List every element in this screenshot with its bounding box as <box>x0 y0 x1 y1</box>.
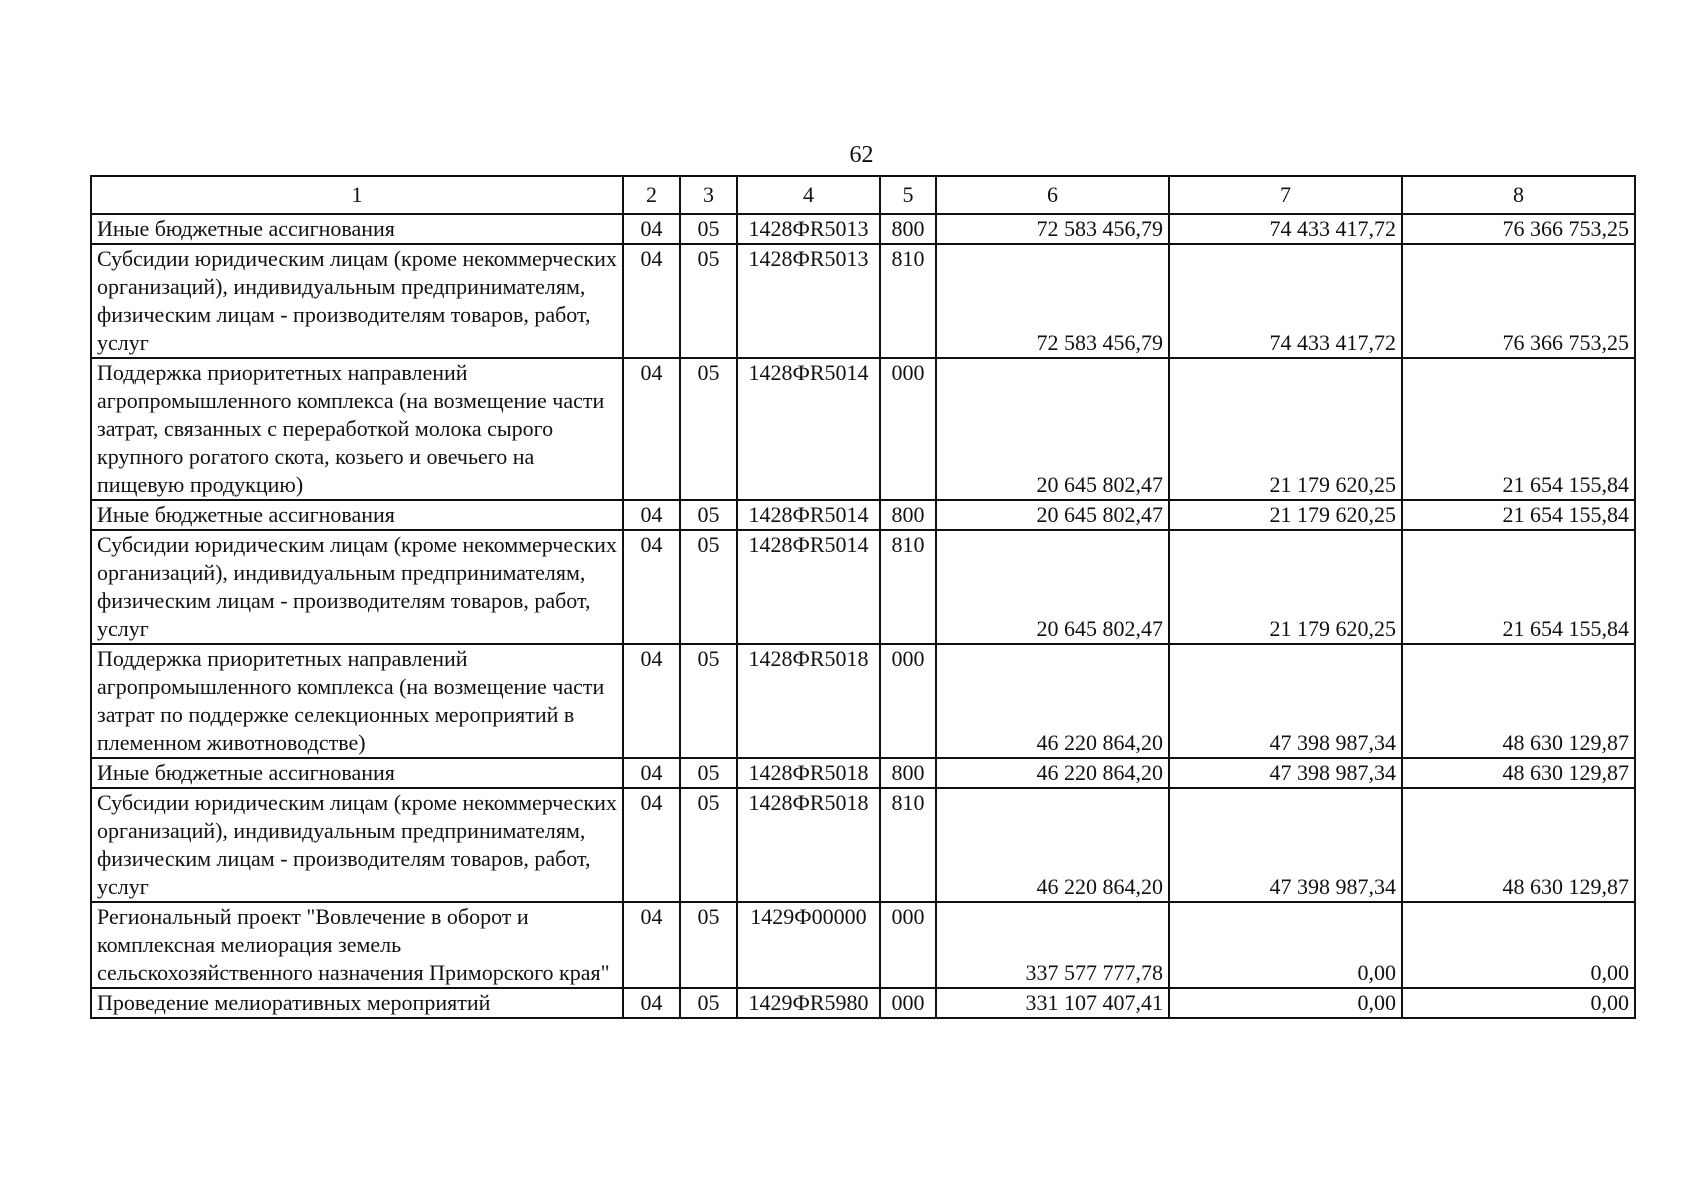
table-row <box>91 244 1635 358</box>
header-cell: 8 <box>1402 176 1635 214</box>
row-amount-year-3: 76 366 753,25 <box>1402 244 1635 358</box>
row-section-code: 04 <box>623 244 680 358</box>
row-subsection-code: 05 <box>680 644 737 758</box>
row-amount-year-2: 21 179 620,25 <box>1169 358 1402 500</box>
row-amount-year-2: 47 398 987,34 <box>1169 644 1402 758</box>
row-amount-year-2: 21 179 620,25 <box>1169 530 1402 644</box>
page-number: 62 <box>849 142 874 168</box>
row-amount-year-2: 74 433 417,72 <box>1169 214 1402 244</box>
table-row <box>91 644 1635 758</box>
row-target-article-code: 1428ФR5018 <box>737 788 880 902</box>
row-expense-type-code: 000 <box>880 902 936 988</box>
row-subsection-code: 05 <box>680 788 737 902</box>
row-section-code: 04 <box>623 788 680 902</box>
row-name-cell: Региональный проект "Вовлечение в оборот и комплексная мелиорация земель сельскохозяйственного назначения Приморского края" <box>91 902 623 988</box>
table-row <box>91 358 1635 500</box>
row-name-cell: Проведение мелиоративных мероприятий <box>91 988 623 1018</box>
header-cell: 5 <box>880 176 936 214</box>
row-subsection-code: 05 <box>680 244 737 358</box>
row-section-code: 04 <box>623 644 680 758</box>
row-expense-type-code: 800 <box>880 214 936 244</box>
header-cell: 7 <box>1169 176 1402 214</box>
row-expense-type-code: 800 <box>880 758 936 788</box>
row-target-article-code: 1428ФR5014 <box>737 358 880 500</box>
row-amount-year-2: 0,00 <box>1169 988 1402 1018</box>
row-section-code: 04 <box>623 988 680 1018</box>
row-amount-year-3: 21 654 155,84 <box>1402 500 1635 530</box>
row-amount-year-2: 0,00 <box>1169 902 1402 988</box>
row-target-article-code: 1429Ф00000 <box>737 902 880 988</box>
row-expense-type-code: 000 <box>880 358 936 500</box>
row-name-cell: Поддержка приоритетных направлений агропромышленного комплекса (на возмещение части затрат, связанных с переработкой молока сырого крупного рогатого скота, козьего и овечьего на пищевую продукцию) <box>91 358 623 500</box>
row-amount-year-1: 20 645 802,47 <box>936 500 1169 530</box>
budget-table <box>90 175 1636 1019</box>
row-subsection-code: 05 <box>680 530 737 644</box>
row-amount-year-3: 76 366 753,25 <box>1402 214 1635 244</box>
row-section-code: 04 <box>623 758 680 788</box>
header-cell: 2 <box>623 176 680 214</box>
row-expense-type-code: 810 <box>880 530 936 644</box>
row-name-cell: Субсидии юридическим лицам (кроме некоммерческих организаций), индивидуальным предпринимателям, физическим лицам - производителям товаров, работ, услуг <box>91 530 623 644</box>
row-amount-year-3: 0,00 <box>1402 988 1635 1018</box>
row-subsection-code: 05 <box>680 902 737 988</box>
row-expense-type-code: 000 <box>880 644 936 758</box>
row-amount-year-1: 72 583 456,79 <box>936 214 1169 244</box>
row-amount-year-3: 21 654 155,84 <box>1402 358 1635 500</box>
row-target-article-code: 1428ФR5014 <box>737 530 880 644</box>
row-amount-year-1: 46 220 864,20 <box>936 788 1169 902</box>
table-row <box>91 530 1635 644</box>
row-section-code: 04 <box>623 530 680 644</box>
row-amount-year-3: 48 630 129,87 <box>1402 644 1635 758</box>
header-cell: 1 <box>91 176 623 214</box>
table-row <box>91 758 1635 788</box>
header-cell: 4 <box>737 176 880 214</box>
row-amount-year-3: 0,00 <box>1402 902 1635 988</box>
row-amount-year-3: 21 654 155,84 <box>1402 530 1635 644</box>
row-amount-year-1: 46 220 864,20 <box>936 644 1169 758</box>
row-amount-year-1: 20 645 802,47 <box>936 358 1169 500</box>
row-amount-year-2: 47 398 987,34 <box>1169 758 1402 788</box>
row-target-article-code: 1428ФR5013 <box>737 244 880 358</box>
row-amount-year-1: 72 583 456,79 <box>936 244 1169 358</box>
row-section-code: 04 <box>623 214 680 244</box>
row-section-code: 04 <box>623 902 680 988</box>
row-amount-year-1: 331 107 407,41 <box>936 988 1169 1018</box>
row-subsection-code: 05 <box>680 988 737 1018</box>
row-subsection-code: 05 <box>680 214 737 244</box>
row-amount-year-3: 48 630 129,87 <box>1402 758 1635 788</box>
row-amount-year-3: 48 630 129,87 <box>1402 788 1635 902</box>
row-expense-type-code: 810 <box>880 788 936 902</box>
row-subsection-code: 05 <box>680 500 737 530</box>
row-expense-type-code: 800 <box>880 500 936 530</box>
table-row <box>91 500 1635 530</box>
table-row <box>91 788 1635 902</box>
row-target-article-code: 1428ФR5013 <box>737 214 880 244</box>
row-section-code: 04 <box>623 500 680 530</box>
row-expense-type-code: 810 <box>880 244 936 358</box>
row-amount-year-2: 47 398 987,34 <box>1169 788 1402 902</box>
header-cell: 3 <box>680 176 737 214</box>
row-amount-year-1: 20 645 802,47 <box>936 530 1169 644</box>
row-subsection-code: 05 <box>680 758 737 788</box>
row-target-article-code: 1428ФR5014 <box>737 500 880 530</box>
table-row <box>91 214 1635 244</box>
table-header-row <box>91 176 1635 214</box>
row-expense-type-code: 000 <box>880 988 936 1018</box>
row-name-cell: Иные бюджетные ассигнования <box>91 758 623 788</box>
row-section-code: 04 <box>623 358 680 500</box>
row-target-article-code: 1428ФR5018 <box>737 758 880 788</box>
row-amount-year-2: 21 179 620,25 <box>1169 500 1402 530</box>
header-cell: 6 <box>936 176 1169 214</box>
table-row <box>91 988 1635 1018</box>
row-amount-year-1: 337 577 777,78 <box>936 902 1169 988</box>
row-target-article-code: 1429ФR5980 <box>737 988 880 1018</box>
row-amount-year-2: 74 433 417,72 <box>1169 244 1402 358</box>
row-name-cell: Субсидии юридическим лицам (кроме некоммерческих организаций), индивидуальным предпринимателям, физическим лицам - производителям товаров, работ, услуг <box>91 244 623 358</box>
row-name-cell: Субсидии юридическим лицам (кроме некоммерческих организаций), индивидуальным предпринимателям, физическим лицам - производителям товаров, работ, услуг <box>91 788 623 902</box>
row-subsection-code: 05 <box>680 358 737 500</box>
row-target-article-code: 1428ФR5018 <box>737 644 880 758</box>
row-amount-year-1: 46 220 864,20 <box>936 758 1169 788</box>
row-name-cell: Иные бюджетные ассигнования <box>91 500 623 530</box>
row-name-cell: Поддержка приоритетных направлений агропромышленного комплекса (на возмещение части затрат по поддержке селекционных мероприятий в племенном животноводстве) <box>91 644 623 758</box>
row-name-cell: Иные бюджетные ассигнования <box>91 214 623 244</box>
table-row <box>91 902 1635 988</box>
